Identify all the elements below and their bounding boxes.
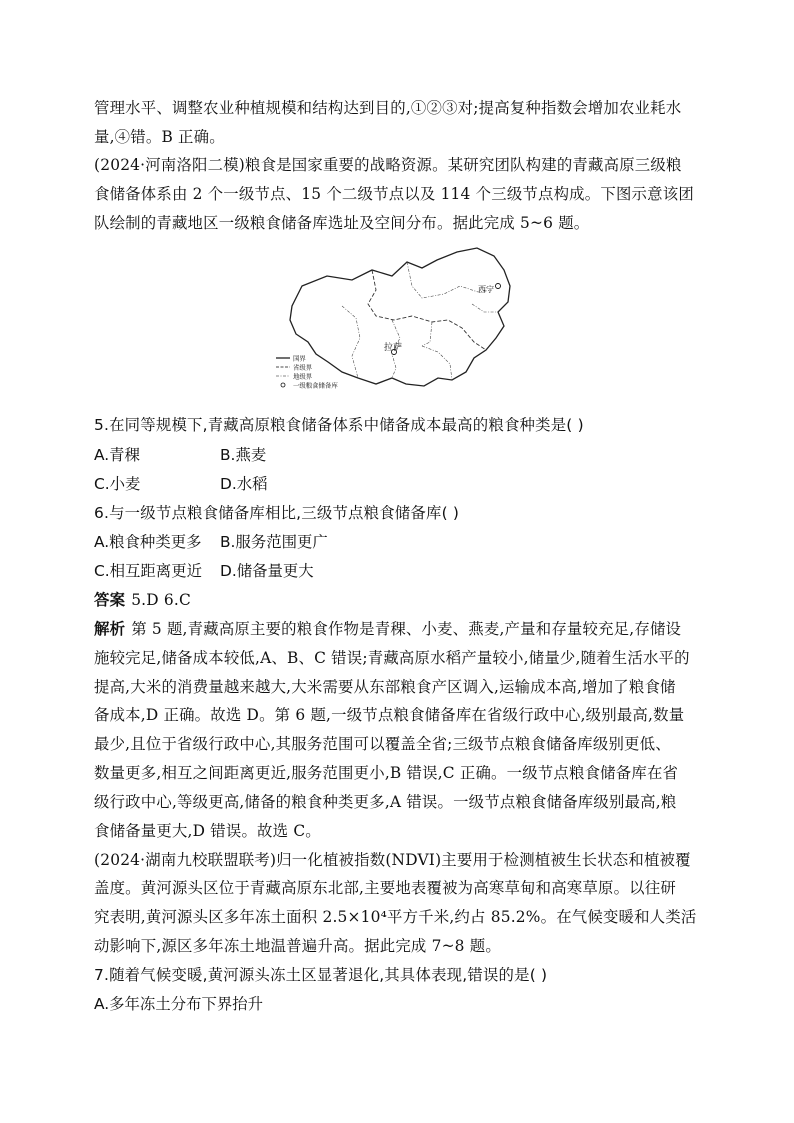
q5-option-b[interactable]: B.燕麦 <box>220 446 267 464</box>
q6-option-c[interactable]: C.相互距离更近 <box>94 562 202 580</box>
q5-option-c[interactable]: C.小麦 <box>94 475 141 493</box>
q6-stem: 6.与一级节点粮食储备库相比,三级节点粮食储备库( ) <box>94 504 460 522</box>
depot-xining-marker <box>496 284 501 289</box>
map-legend <box>276 354 338 390</box>
q5-option-d[interactable]: D.水稻 <box>220 475 268 493</box>
city-label-xining: 西宁 <box>478 285 494 294</box>
q5-option-a[interactable]: A.青稞 <box>94 446 140 464</box>
legend-prefecture-border: 地级界 <box>293 372 313 381</box>
explanation-line-6: 数量更多,相互之间距离更近,服务范围更小,B 错误,C 正确。一级节点粮食储备库在省 <box>94 764 679 782</box>
prefecture-border-4 <box>422 346 452 380</box>
prefecture-border-6 <box>422 322 432 346</box>
explanation-line-8: 食储备量更大,D 错误。故选 C。 <box>94 822 321 840</box>
q7-stem: 7.随着气候变暖,黄河源头冻土区显著退化,其具体表现,错误的是( ) <box>94 966 548 984</box>
explanation-line-5: 最少,且位于省级行政中心,其服务范围可以覆盖全省;三级节点粮食储备库级别更低、 <box>94 735 671 753</box>
intro-5-6-line-1: (2024·河南洛阳二模)粮食是国家重要的战略资源。某研究团队构建的青藏高原三级粮 <box>94 156 682 174</box>
explanation-line-4: 备成本,D 正确。故选 D。第 6 题,一级节点粮食储备库在省级行政中心,级别最高,数量 <box>94 706 685 724</box>
legend-national-border: 国界 <box>293 354 306 363</box>
intro-7-8-line-3: 究表明,黄河源头区多年冻土面积 2.5×10⁴平方千米,约占 85.2%。在气候变暖和人类活 <box>94 908 697 926</box>
region-outline <box>290 248 510 386</box>
city-label-lhasa: 拉萨 <box>384 343 403 353</box>
legend-provincial-border: 省级界 <box>293 363 313 372</box>
answer-text: 5.D 6.C <box>131 591 191 609</box>
intro-7-8-line-1: (2024·湖南九校联盟联考)归一化植被指数(NDVI)主要用于检测植被生长状态和植被覆 <box>94 851 691 869</box>
q6-option-d[interactable]: D.储备量更大 <box>220 562 314 580</box>
prefecture-border-3 <box>342 306 360 378</box>
q5-stem: 5.在同等规模下,青藏高原粮食储备体系中储备成本最高的粮食种类是( ) <box>94 416 584 434</box>
intro-7-8-line-2: 盖度。黄河源头区位于青藏高原东北部,主要地表覆被为高寒草甸和高寒草原。以往研 <box>94 879 676 897</box>
qinghai-tibet-map <box>272 246 524 403</box>
paragraph1-line-2: 量,④错。B 正确。 <box>94 128 225 146</box>
paragraph1-line-1: 管理水平、调整农业种植规模和结构达到目的,①②③对;提高复种指数会增加农业耗水 <box>94 99 682 117</box>
prefecture-border-5 <box>472 304 498 312</box>
explanation-label: 解析 <box>94 620 126 638</box>
intro-5-6-line-2: 食储备体系由 2 个一级节点、15 个二级节点以及 114 个三级节点构成。下图示意该团 <box>94 185 694 203</box>
answer-label: 答案 <box>94 591 126 609</box>
q7-option-a[interactable]: A.多年冻土分布下界抬升 <box>94 995 264 1013</box>
explanation-text-1: 第 5 题,青藏高原主要的粮食作物是青稞、小麦、燕麦,产量和存量较充足,存储设 <box>131 620 682 638</box>
explanation-line-3: 提高,大米的消费量越来越大,大米需要从东部粮食产区调入,运输成本高,增加了粮食储 <box>94 678 676 696</box>
q6-option-a[interactable]: A.粮食种类更多 <box>94 533 202 551</box>
answer-line <box>94 588 191 610</box>
provincial-border <box>368 270 486 350</box>
q6-option-b[interactable]: B.服务范围更广 <box>220 533 328 551</box>
explanation-line-2: 施较完足,储备成本较低,A、B、C 错误;青藏高原水稻产量较小,储量少,随着生活水平的 <box>94 649 690 667</box>
explanation-line-1 <box>94 617 681 639</box>
legend-depot: 一级粮食储备库 <box>293 381 338 390</box>
explanation-line-7: 级行政中心,等级更高,储备的粮食种类更多,A 错误。一级节点粮食储备库级别最高,粮 <box>94 793 677 811</box>
intro-5-6-line-3: 队绘制的青藏地区一级粮食储备库选址及空间分布。据此完成 5~6 题。 <box>94 214 590 232</box>
intro-7-8-line-4: 动影响下,源区多年冻土地温普遍升高。据此完成 7~8 题。 <box>94 937 501 955</box>
